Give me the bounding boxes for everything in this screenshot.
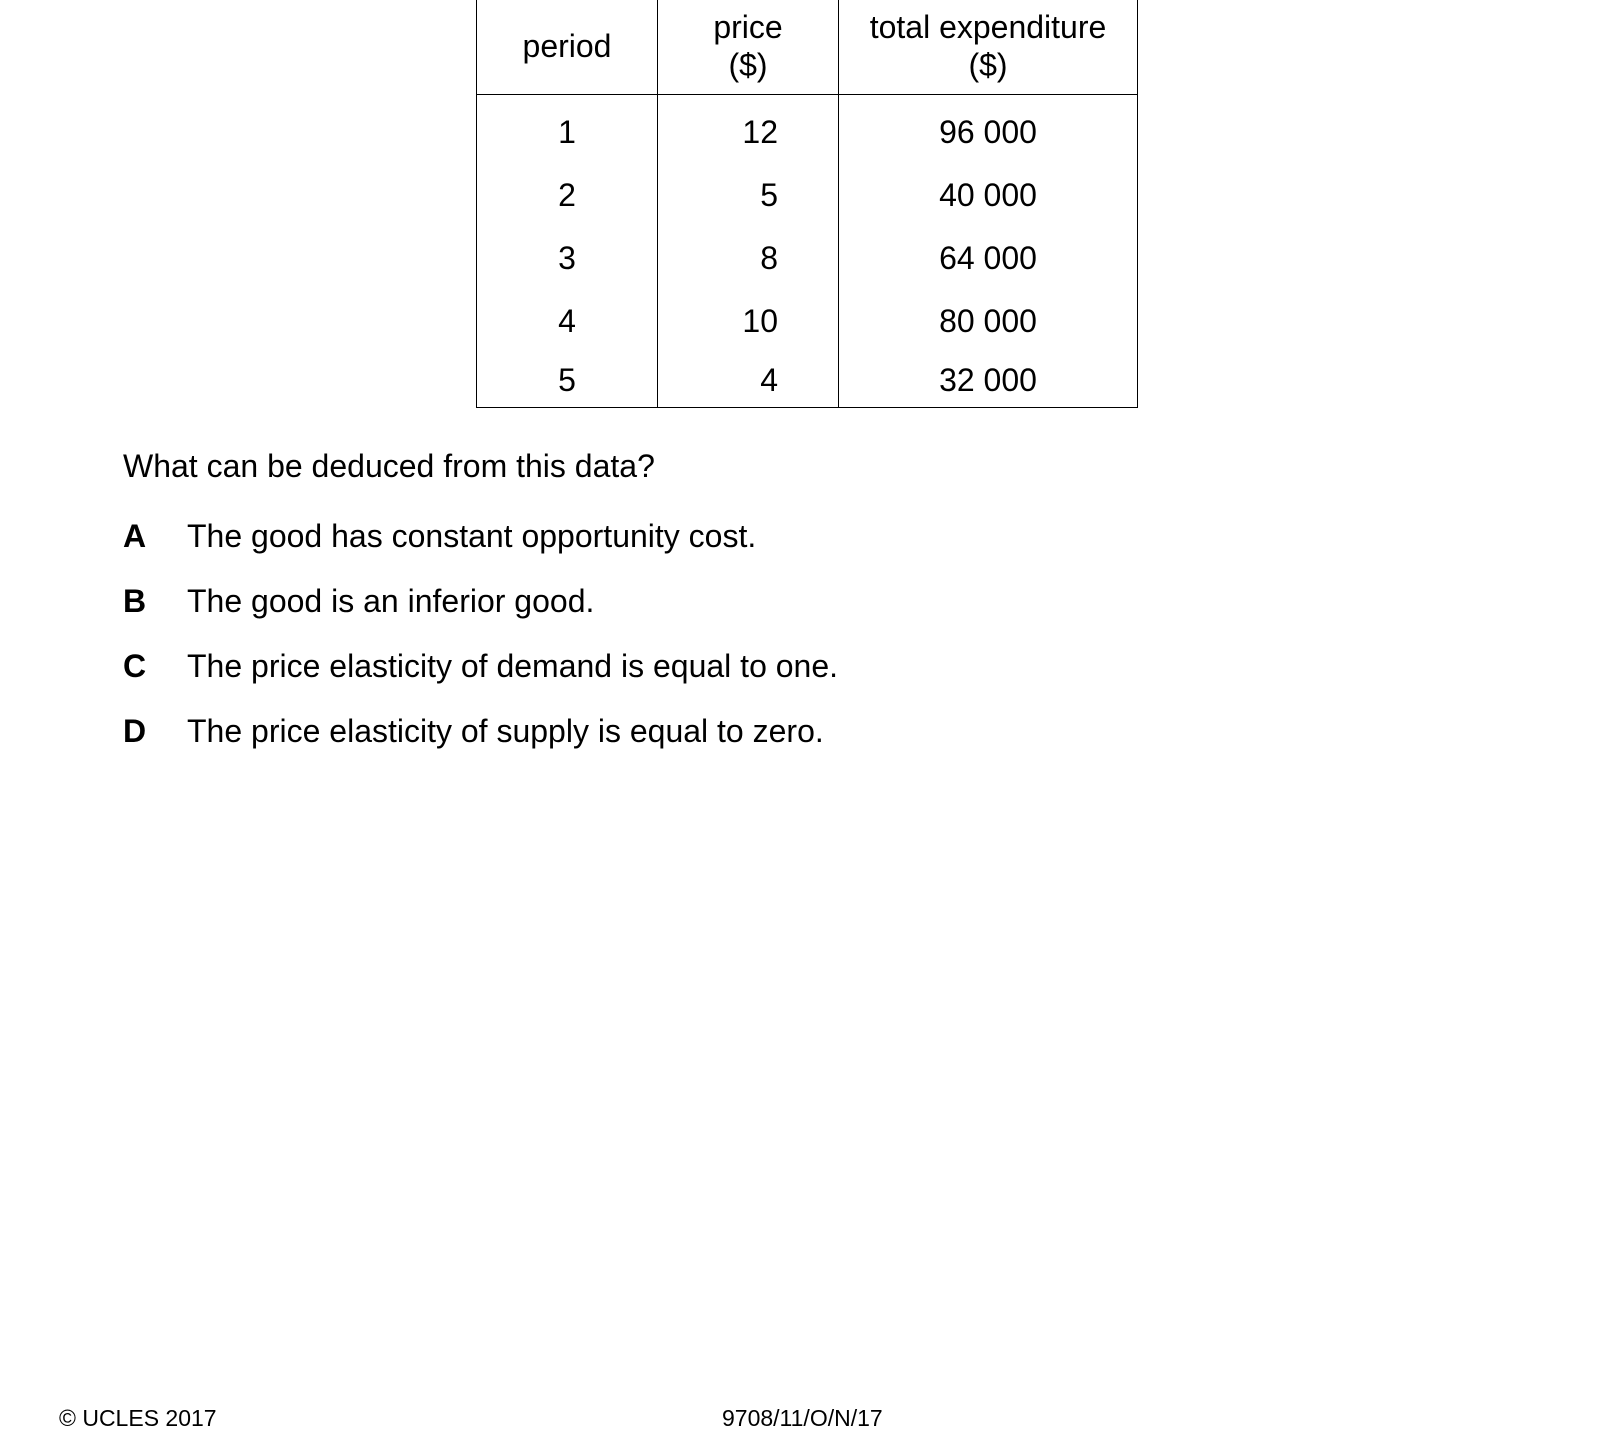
option-letter: B	[123, 583, 147, 619]
copyright-notice: © UCLES 2017	[59, 1405, 217, 1431]
cell-period: 1	[477, 95, 658, 165]
header-price-label: price	[713, 9, 783, 45]
header-price	[658, 0, 839, 95]
question-text: What can be deduced from this data?	[123, 448, 655, 484]
option-b	[123, 583, 838, 648]
header-price-unit: ($)	[728, 47, 768, 83]
data-table	[476, 0, 1138, 408]
cell-period: 3	[477, 227, 658, 290]
cell-price	[658, 290, 839, 353]
cell-expenditure: 96 000	[839, 95, 1138, 165]
cell-expenditure: 64 000	[839, 227, 1138, 290]
option-d	[123, 713, 838, 778]
header-period-label: period	[522, 28, 612, 64]
price-value: 4	[760, 362, 778, 398]
table-header-row	[477, 0, 1138, 95]
option-text: The good is an inferior good.	[187, 583, 595, 619]
header-expenditure-unit: ($)	[968, 47, 1008, 83]
cell-expenditure: 40 000	[839, 164, 1138, 227]
cell-price	[658, 227, 839, 290]
table-row	[477, 290, 1138, 353]
header-expenditure-label: total expenditure	[869, 9, 1107, 45]
cell-price	[658, 95, 839, 165]
cell-price	[658, 353, 839, 408]
price-value: 12	[742, 114, 778, 150]
table-row	[477, 353, 1138, 408]
cell-period: 5	[477, 353, 658, 408]
price-value: 10	[742, 303, 778, 339]
cell-period: 2	[477, 164, 658, 227]
option-letter: A	[123, 518, 147, 554]
option-a	[123, 518, 838, 583]
header-period	[477, 0, 658, 95]
cell-period: 4	[477, 290, 658, 353]
option-letter: D	[123, 713, 147, 749]
table-row	[477, 227, 1138, 290]
cell-expenditure: 80 000	[839, 290, 1138, 353]
answer-options	[123, 518, 838, 778]
option-text: The price elasticity of demand is equal to one.	[187, 648, 839, 684]
table-row	[477, 95, 1138, 165]
price-value: 5	[760, 177, 778, 213]
header-expenditure	[839, 0, 1138, 95]
option-text: The price elasticity of supply is equal to zero.	[187, 713, 824, 749]
paper-code: 9708/11/O/N/17	[722, 1405, 883, 1431]
price-value: 8	[760, 240, 778, 276]
option-c	[123, 648, 838, 713]
option-letter: C	[123, 648, 147, 684]
cell-price	[658, 164, 839, 227]
option-text: The good has constant opportunity cost.	[187, 518, 757, 554]
cell-expenditure: 32 000	[839, 353, 1138, 408]
table-row	[477, 164, 1138, 227]
